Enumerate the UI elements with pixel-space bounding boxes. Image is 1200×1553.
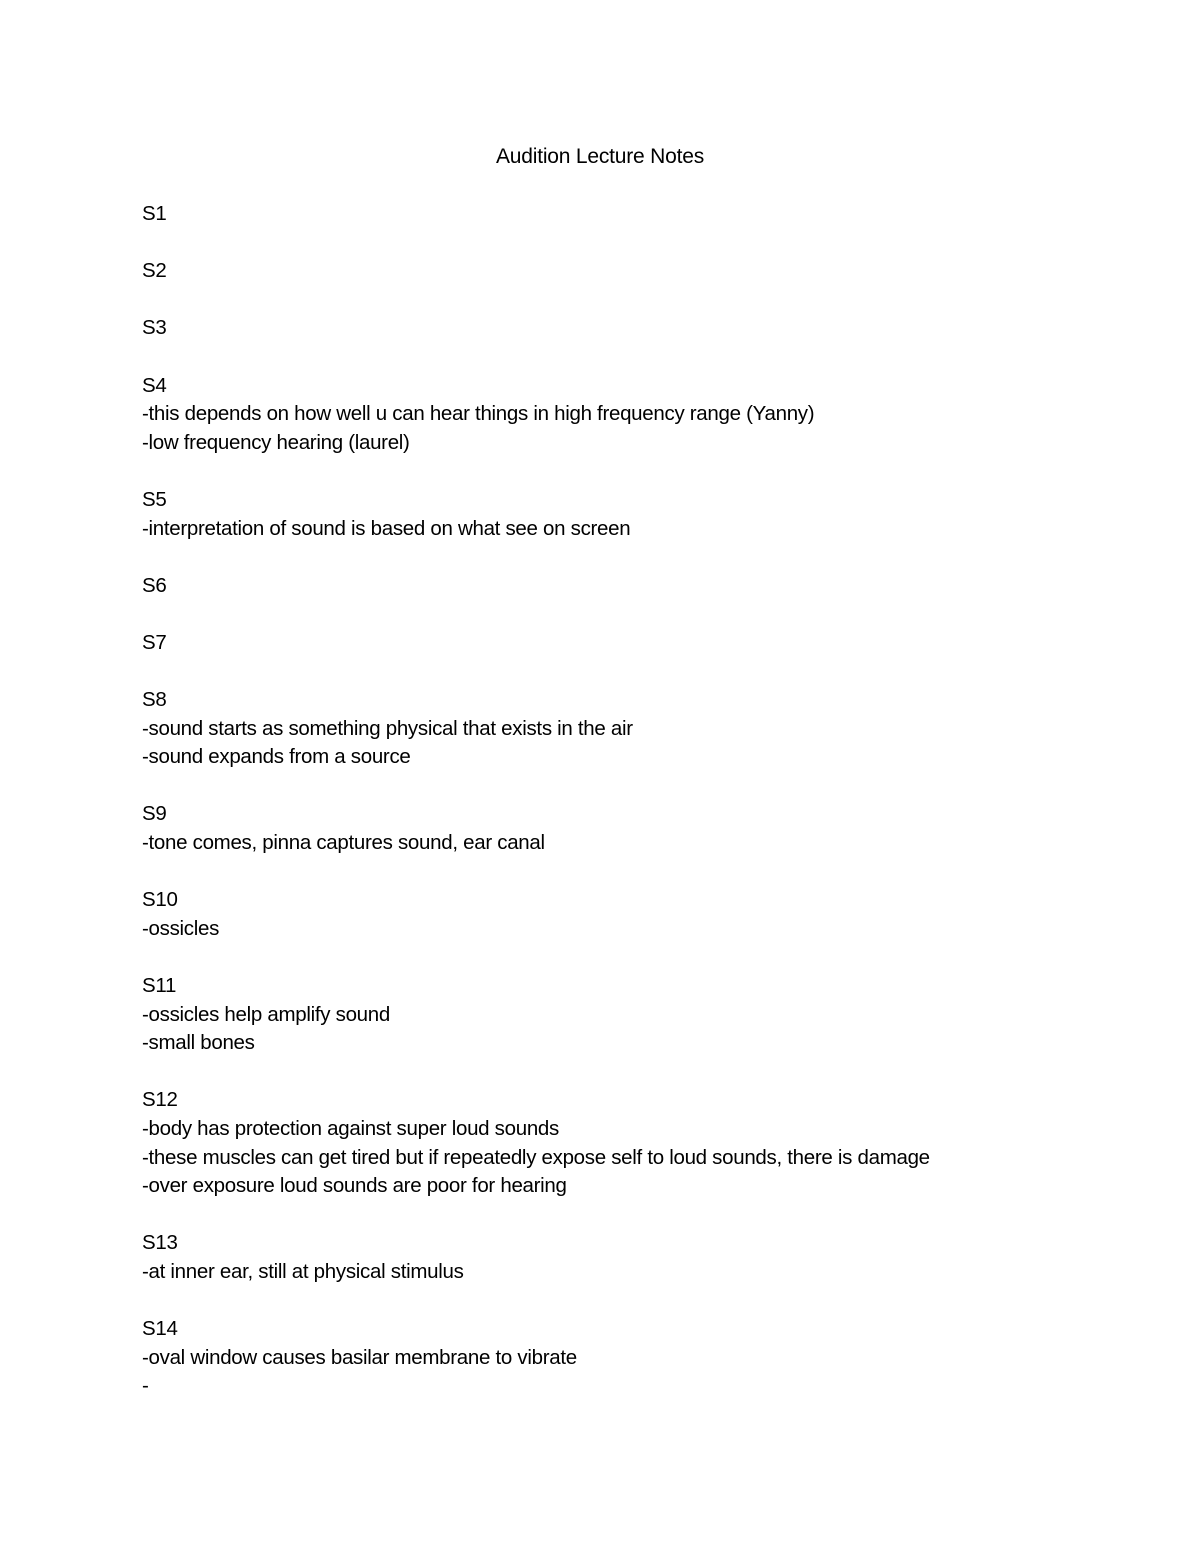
note-line: -oval window causes basilar membrane to vibrate xyxy=(142,1345,577,1369)
section-heading: S7 xyxy=(142,630,167,654)
note-line: -small bones xyxy=(142,1031,255,1055)
note-section-s7 xyxy=(142,629,1092,658)
note-line: -ossicles xyxy=(142,916,220,940)
note-section-s14 xyxy=(142,1315,1092,1401)
note-line: -interpretation of sound is based on what see on screen xyxy=(142,516,631,540)
section-heading: S13 xyxy=(142,1231,178,1255)
note-section-s11 xyxy=(142,972,1092,1058)
note-line: -low frequency hearing (laurel) xyxy=(142,430,410,454)
note-line: -ossicles help amplify sound xyxy=(142,1002,390,1026)
notes-body xyxy=(142,200,1092,1430)
section-heading: S11 xyxy=(142,974,177,998)
section-heading: S2 xyxy=(142,259,167,283)
note-section-s5 xyxy=(142,486,1092,543)
note-section-s6 xyxy=(142,572,1092,601)
document-title: Audition Lecture Notes xyxy=(495,145,705,168)
section-heading: S12 xyxy=(142,1088,178,1112)
section-heading: S1 xyxy=(142,202,167,225)
note-section-s3 xyxy=(142,314,1092,343)
section-heading: S3 xyxy=(142,316,167,340)
section-heading: S9 xyxy=(142,802,167,826)
section-heading: S5 xyxy=(142,487,167,511)
note-section-s8 xyxy=(142,686,1092,772)
section-heading: S4 xyxy=(142,373,167,397)
note-line: -this depends on how well u can hear things in high frequency range (Yanny) xyxy=(142,402,815,426)
note-section-s1 xyxy=(142,200,1092,229)
section-heading: S8 xyxy=(142,688,167,712)
note-section-s12 xyxy=(142,1086,1092,1200)
note-line: -sound starts as something physical that exists in the air xyxy=(142,716,633,740)
note-section-s13 xyxy=(142,1229,1092,1286)
note-line: -at inner ear, still at physical stimulus xyxy=(142,1259,464,1283)
note-line: -these muscles can get tired but if repeatedly expose self to loud sounds, there is damage xyxy=(142,1145,930,1169)
note-section-s9 xyxy=(142,800,1092,857)
note-section-s10 xyxy=(142,886,1092,943)
note-line: - xyxy=(142,1374,149,1398)
section-heading: S6 xyxy=(142,573,167,597)
note-line: -tone comes, pinna captures sound, ear canal xyxy=(142,831,545,855)
note-line: -sound expands from a source xyxy=(142,745,411,769)
note-section-s4 xyxy=(142,372,1092,458)
note-line: -body has protection against super loud sounds xyxy=(142,1117,559,1140)
section-heading: S14 xyxy=(142,1317,178,1341)
section-heading: S10 xyxy=(142,888,178,912)
note-line: -over exposure loud sounds are poor for hearing xyxy=(142,1174,567,1198)
note-section-s2 xyxy=(142,257,1092,286)
